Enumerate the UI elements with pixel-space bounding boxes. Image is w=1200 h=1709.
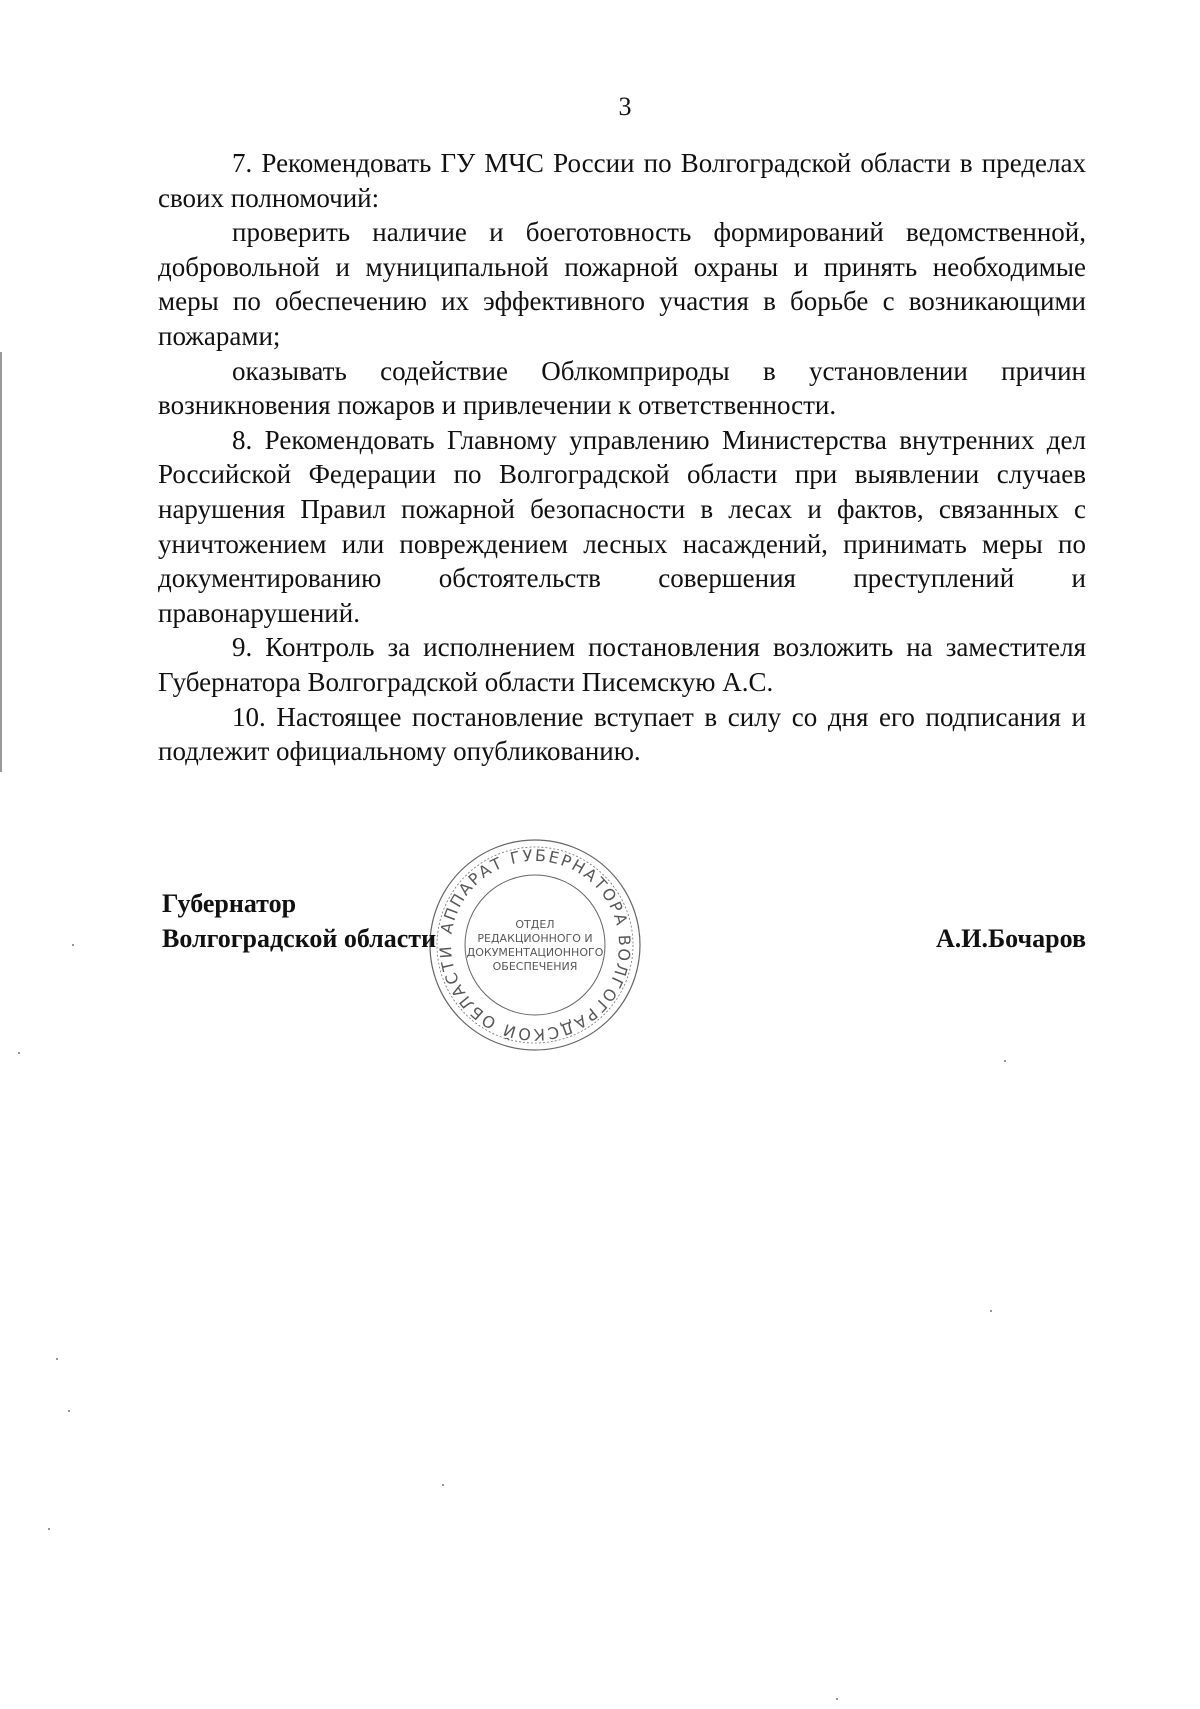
stamp-inner-line-2: РЕДАКЦИОННОГО И xyxy=(477,932,593,945)
paragraph-7: 7. Рекомендовать ГУ МЧС России по Волгоградской области в пределах своих полномочий: xyxy=(158,148,1086,213)
signatory-name: А.И.Бочаров xyxy=(935,924,1086,953)
scan-speck xyxy=(72,944,74,946)
paragraph-8: 8. Рекомендовать Главному управлению Министерства внутренних дел Российской Федерации по Волгоградской области при выявлении случаев нарушения Правил пожарной безопасности в лесах и фактов, связанных с уничтожением или повреждением лесных насаждений, принимать меры по документированию обстоятельств совершения преступлений и правонарушений. xyxy=(158,424,1086,628)
stamp-inner-line-1: ОТДЕЛ xyxy=(515,918,555,931)
scan-speck xyxy=(68,1410,70,1412)
signatory-title-line-1: Губернатор xyxy=(162,889,297,918)
official-stamp xyxy=(426,836,644,1054)
signatory-title-line-2: Волгоградской области xyxy=(162,924,437,953)
paragraph-7-item-2: оказывать содействие Облкомприроды в установлении причин возникновения пожаров и привлечении к ответственности. xyxy=(158,355,1086,421)
scan-speck xyxy=(56,1358,58,1360)
scan-speck xyxy=(990,1310,992,1312)
stamp-ring-text: АППАРАТ ГУБЕРНАТОРА ВОЛГОГРАДСКОЙ ОБЛАСТИ xyxy=(435,845,635,1045)
scan-speck xyxy=(836,1698,838,1700)
scan-speck xyxy=(1004,1060,1006,1062)
scan-speck xyxy=(442,1484,444,1486)
paragraph-7-item-1: проверить наличие и боеготовность формирований ведомственной, добровольной и муниципальной пожарной охраны и принять необходимые меры по обеспечению их эффективного участия в борьбе с возникающими пожарами; xyxy=(158,217,1086,351)
stamp-outer-circle xyxy=(430,840,640,1050)
page-number: 3 xyxy=(618,92,632,121)
scan-edge-line xyxy=(0,352,2,772)
scan-speck xyxy=(48,1528,50,1530)
stamp-inner-line-4: ОБЕСПЕЧЕНИЯ xyxy=(492,960,578,973)
stamp-inner-line-3: ДОКУМЕНТАЦИОННОГО xyxy=(466,946,604,959)
paragraph-10: 10. Настоящее постановление вступает в силу со дня его подписания и подлежит официальному опубликованию. xyxy=(158,701,1086,767)
scan-speck xyxy=(18,1052,20,1054)
document-body xyxy=(158,146,1086,769)
paragraph-9: 9. Контроль за исполнением постановления возложить на заместителя Губернатора Волгоградской области Писемскую А.С. xyxy=(158,632,1086,697)
signatory-title xyxy=(162,886,436,956)
stamp-inner-circle xyxy=(465,875,605,1015)
